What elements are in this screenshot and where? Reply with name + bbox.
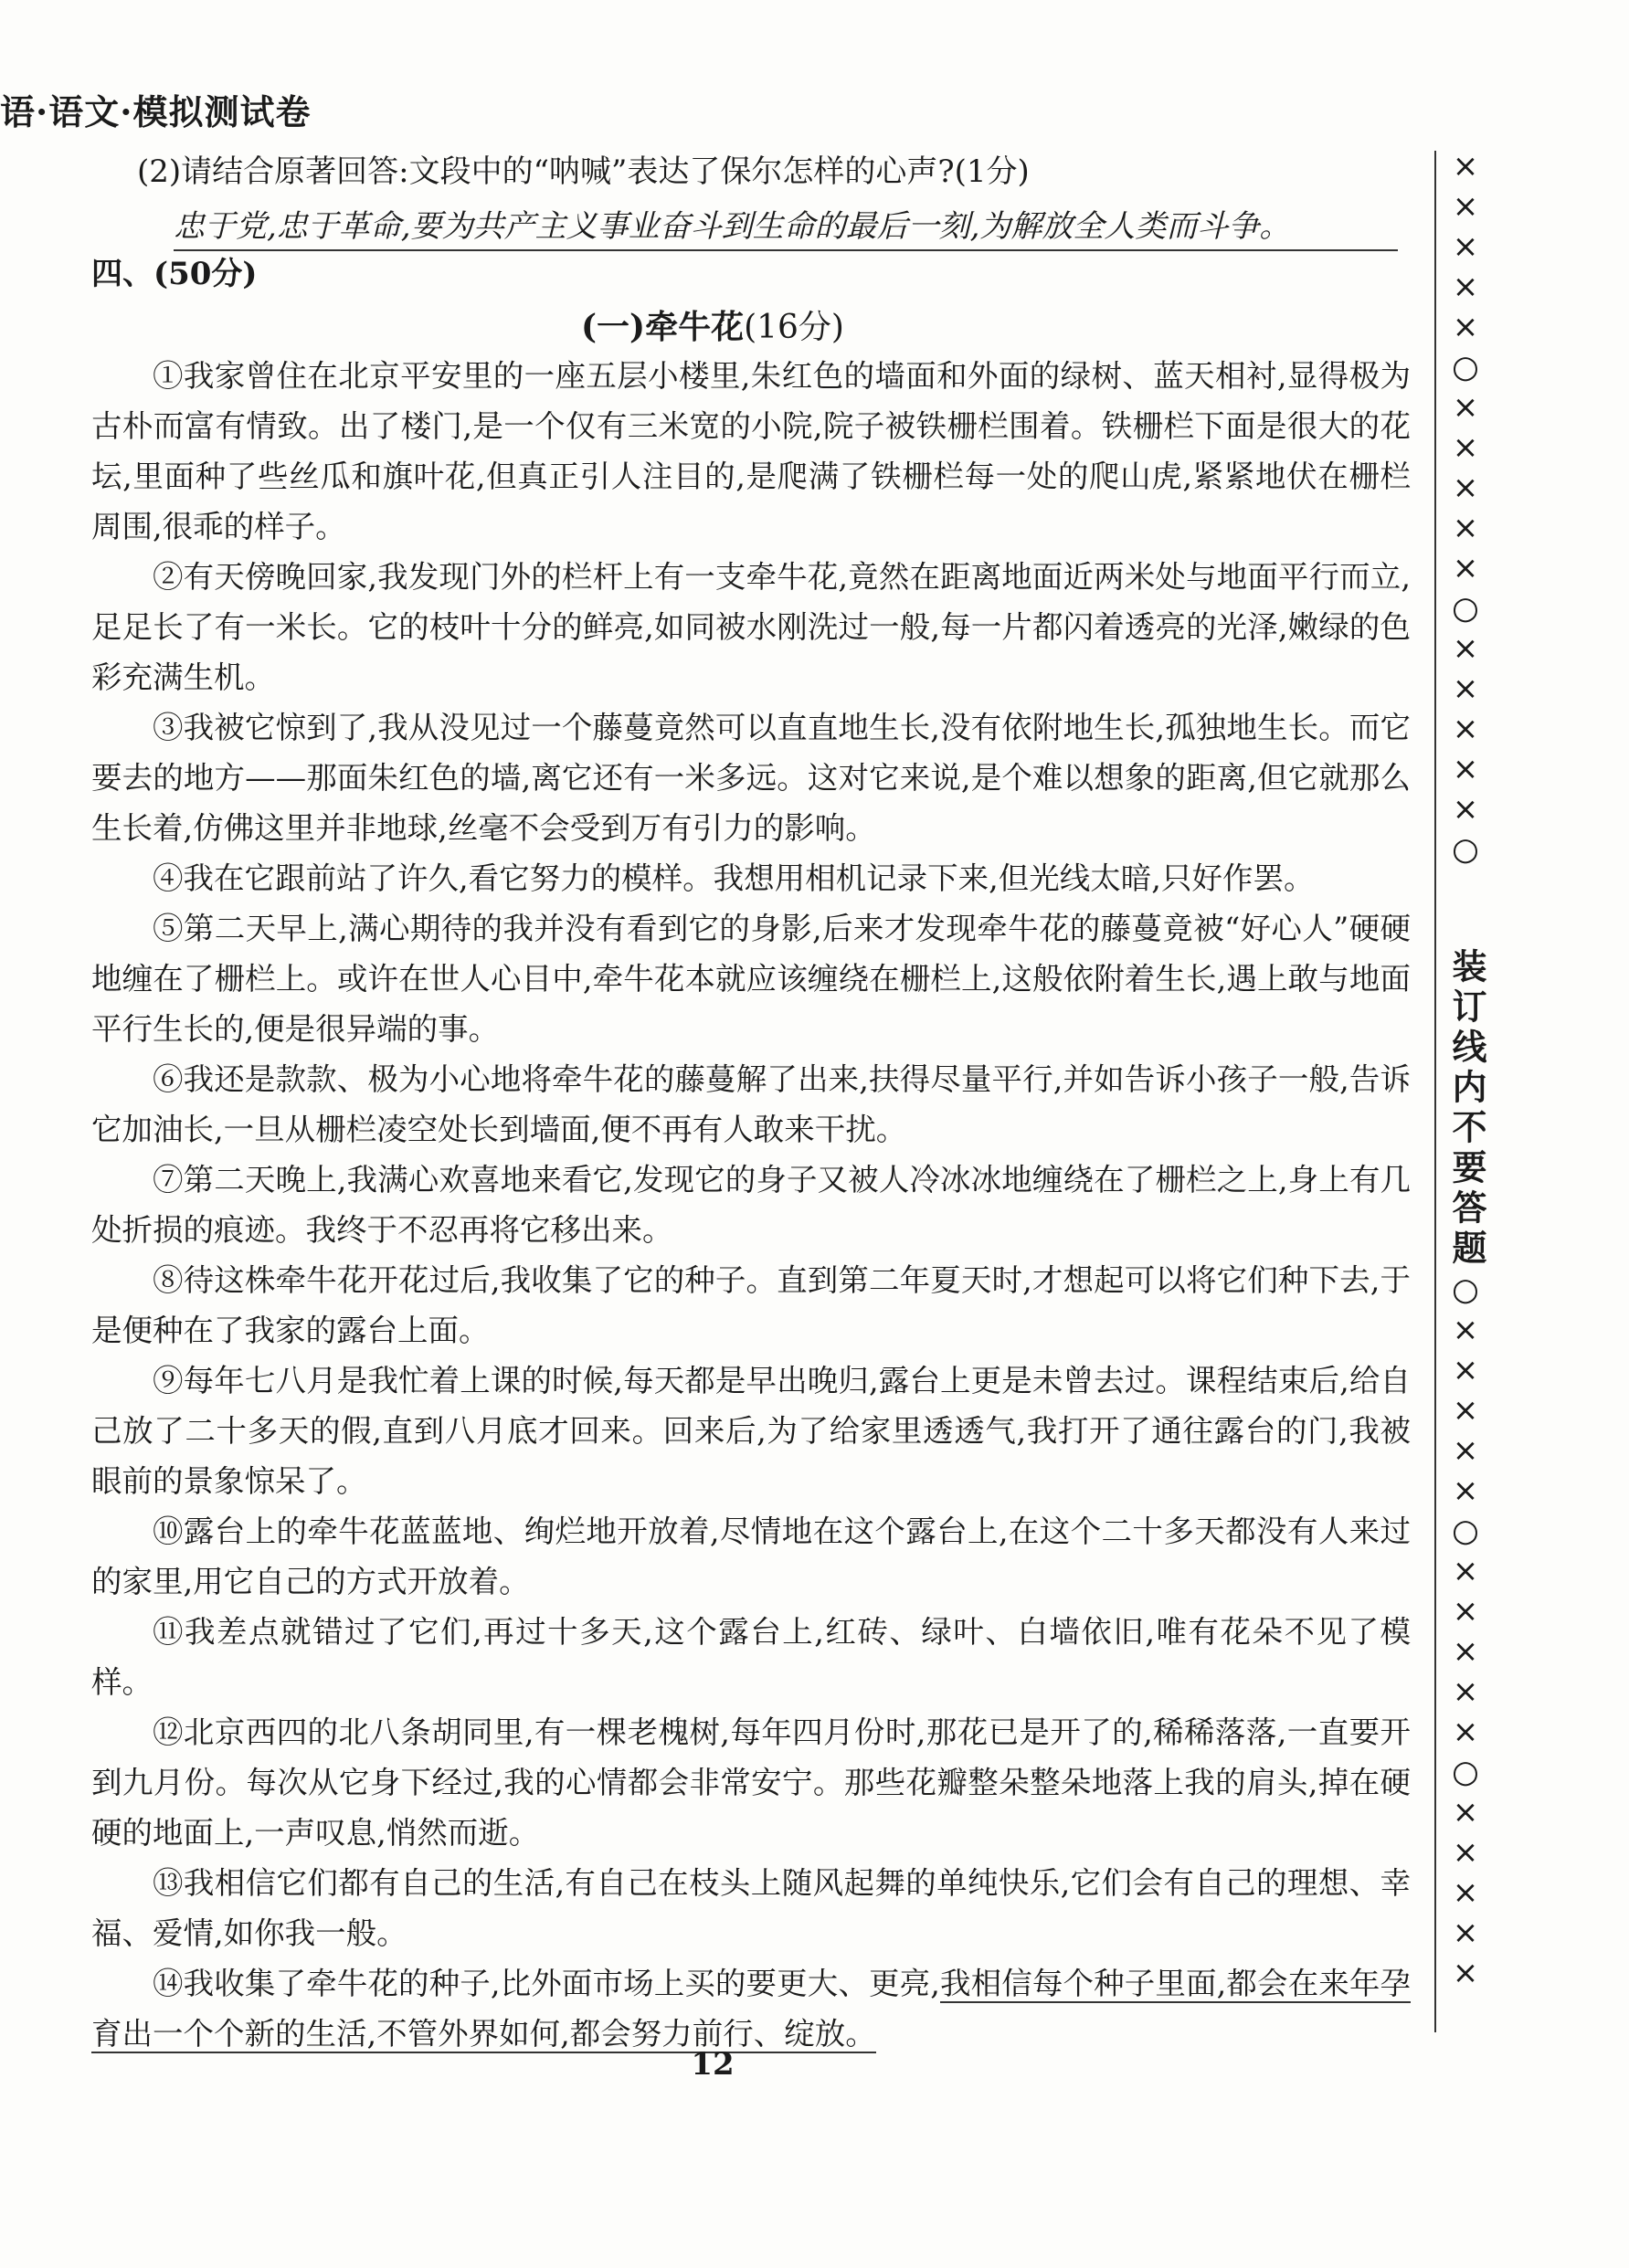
binding-mark: × — [1452, 510, 1479, 546]
binding-mark: ○ — [1452, 1271, 1479, 1308]
binding-mark: ○ — [1452, 349, 1479, 385]
paragraph-last — [91, 1958, 1411, 2059]
paragraph: ⑫北京西四的北八条胡同里,有一棵老槐树,每年四月份时,那花已是开了的,稀稀落落,一直要开到九月份。每次从它身下经过,我的心情都会非常安宁。那些花瓣整朵整朵地落上我的肩头,掉在硬硬的地面上,一声叹息,悄然而逝。 — [91, 1714, 1411, 1851]
binding-mark: × — [1452, 1352, 1479, 1388]
binding-mark: × — [1452, 1392, 1479, 1429]
binding-line — [1434, 151, 1436, 2032]
binding-mark: × — [1452, 711, 1479, 747]
binding-mark: × — [1452, 630, 1479, 667]
binding-mark: × — [1452, 1915, 1479, 1951]
binding-mark: × — [1452, 269, 1479, 305]
binding-mark: × — [1452, 791, 1479, 828]
binding-mark: × — [1452, 309, 1479, 345]
binding-mark: × — [1452, 389, 1479, 426]
binding-mark: × — [1452, 1955, 1479, 1991]
page-header: 语·语文·模拟测试卷 — [0, 91, 312, 132]
binding-mark: × — [1452, 188, 1479, 225]
binding-mark: × — [1452, 1714, 1479, 1750]
binding-mark: × — [1452, 148, 1479, 185]
paragraph: ④我在它跟前站了许久,看它努力的模样。我想用相机记录下来,但光线太暗,只好作罢。 — [153, 860, 1315, 896]
binding-mark: × — [1452, 1472, 1479, 1509]
paragraph: ⑬我相信它们都有自己的生活,有自己在枝头上随风起舞的单纯快乐,它们会有自己的理想、幸福、爱情,如你我一般。 — [91, 1865, 1411, 1951]
binding-mark: × — [1452, 429, 1479, 466]
binding-marks-bottom — [1445, 1270, 1486, 1993]
binding-mark: × — [1452, 1312, 1479, 1348]
paragraph: ⑨每年七八月是我忙着上课的时候,每天都是早出晚归,露台上更是未曾去过。课程结束后,给自己放了二十多天的假,直到八月底才回来。回来后,为了给家里透透气,我打开了通往露台的门,我被眼前的景象惊呆了。 — [91, 1363, 1411, 1499]
binding-mark: × — [1452, 1593, 1479, 1630]
binding-mark: × — [1452, 469, 1479, 506]
paragraph: ⑧待这株牵牛花开花过后,我收集了它的种子。直到第二年夏天时,才想起可以将它们种下去,于是便种在了我家的露台上面。 — [91, 1262, 1411, 1348]
passage-title — [0, 301, 1425, 348]
section-label: 四、(50分) — [91, 256, 258, 292]
binding-mark: × — [1452, 1834, 1479, 1871]
binding-mark: × — [1452, 1673, 1479, 1710]
passage-title-text: (一)牵牛花 — [581, 308, 745, 346]
binding-marks-top — [1445, 146, 1486, 870]
paragraph: ①我家曾住在北京平安里的一座五层小楼里,朱红色的墙面和外面的绿树、蓝天相衬,显得极为古朴而富有情致。出了楼门,是一个仅有三米宽的小院,院子被铁栅栏围着。铁栅栏下面是很大的花坛,里面种了些丝瓜和旗叶花,但真正引人注目的,是爬满了铁栅栏每一处的爬山虎,紧紧地伏在栅栏周围,很乖的样子。 — [91, 358, 1411, 544]
binding-mark: × — [1452, 1432, 1479, 1469]
binding-mark: ○ — [1452, 831, 1479, 868]
binding-label: 装订线内不要答题 — [1446, 948, 1486, 1270]
underlined-sentence: 我相信每个种子里面,都会在来年孕育出一个个新的生活,不管外界如何,都会努力前行、绽放。 — [91, 1966, 1411, 2052]
handwritten-answer: 忠于党,忠于革命,要为共产主义事业奋斗到生命的最后一刻,为解放全人类而斗争。 — [174, 201, 1398, 251]
binding-mark: × — [1452, 228, 1479, 265]
question-text: (2)请结合原著回答:文段中的“呐喊”表达了保尔怎样的心声?(1分) — [137, 153, 1030, 190]
binding-mark: × — [1452, 1553, 1479, 1589]
paragraph: ⑤第二天早上,满心期待的我并没有看到它的身影,后来才发现牵牛花的藤蔓竟被“好心人”硬硬地缠在了栅栏上。或许在世人心目中,牵牛花本就应该缠绕在栅栏上,这般依附着生长,遇上敢与地面平行生长的,便是很异端的事。 — [91, 911, 1411, 1047]
binding-mark: × — [1452, 550, 1479, 586]
passage-body — [91, 351, 1411, 2059]
binding-mark: ○ — [1452, 1754, 1479, 1790]
binding-mark: × — [1452, 1633, 1479, 1670]
binding-mark: × — [1452, 751, 1479, 787]
paragraph: ③我被它惊到了,我从没见过一个藤蔓竟然可以直直地生长,没有依附地生长,孤独地生长。而它要去的地方——那面朱红色的墙,离它还有一米多远。这对它来说,是个难以想象的距离,但它就那么生长着,仿佛这里并非地球,丝毫不会受到万有引力的影响。 — [91, 710, 1411, 846]
page-number: 12 — [691, 2046, 735, 2083]
paragraph: ②有天傍晚回家,我发现门外的栏杆上有一支牵牛花,竟然在距离地面近两米处与地面平行而立,足足长了有一米长。它的枝叶十分的鲜亮,如同被水刚洗过一般,每一片都闪着透亮的光泽,嫩绿的色彩充满生机。 — [91, 559, 1411, 695]
paragraph: ⑪我差点就错过了它们,再过十多天,这个露台上,红砖、绿叶、白墙依旧,唯有花朵不见了模样。 — [91, 1614, 1411, 1700]
paragraph: ⑦第二天晚上,我满心欢喜地来看它,发现它的身子又被人冷冰冰地缠绕在了栅栏之上,身上有几处折损的痕迹。我终于不忍再将它移出来。 — [91, 1162, 1411, 1248]
binding-mark: ○ — [1452, 590, 1479, 627]
binding-mark: × — [1452, 1874, 1479, 1911]
paragraph: ⑩露台上的牵牛花蓝蓝地、绚烂地开放着,尽情地在这个露台上,在这个二十多天都没有人来过的家里,用它自己的方式开放着。 — [91, 1514, 1411, 1599]
paragraph: ⑥我还是款款、极为小心地将牵牛花的藤蔓解了出来,扶得尽量平行,并如告诉小孩子一般,告诉它加油长,一旦从栅栏凌空处长到墙面,便不再有人敢来干扰。 — [91, 1061, 1411, 1147]
passage-score: (16分) — [744, 309, 844, 346]
paragraph-last-start: ⑭我收集了牵牛花的种子,比外面市场上买的要更大、更亮, — [153, 1966, 940, 2001]
binding-mark: ○ — [1452, 1513, 1479, 1549]
binding-mark: × — [1452, 1794, 1479, 1830]
binding-mark: × — [1452, 670, 1479, 707]
